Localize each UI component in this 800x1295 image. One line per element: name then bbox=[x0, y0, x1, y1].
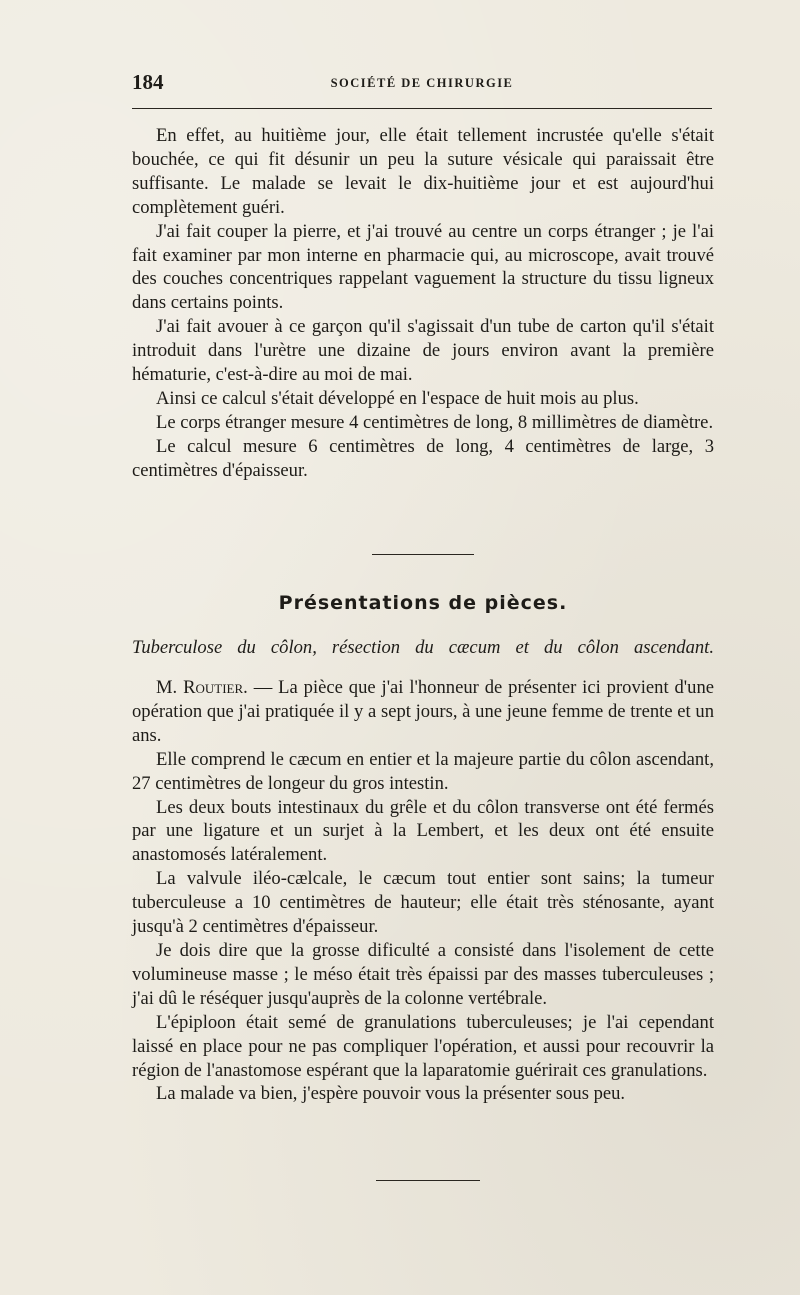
section-title: Présentations de pièces. bbox=[278, 592, 568, 614]
running-head: SOCIÉTÉ DE CHIRURGIE bbox=[330, 76, 514, 90]
top-text-block bbox=[132, 124, 714, 483]
section-subtitle: Tuberculose du côlon, résection du cæcum et du côlon ascendant. bbox=[132, 637, 714, 658]
paragraph: Elle comprend le cæcum en entier et la majeure partie du côlon ascendant, 27 centimètres de longeur du gros intestin. bbox=[132, 748, 714, 794]
page-number: 184 bbox=[132, 70, 164, 94]
paragraph: Ainsi ce calcul s'était développé en l'espace de huit mois au plus. bbox=[156, 387, 639, 409]
end-divider bbox=[376, 1180, 480, 1181]
paragraph: J'ai fait couper la pierre, et j'ai trouvé au centre un corps étranger ; je l'ai fait examiner par mon interne en pharmacie qui, au microscope, avait trouvé des couches concentriques rappelant vaguement la structure du tissu ligneux dans certains points. bbox=[132, 220, 714, 314]
header-rule bbox=[132, 108, 712, 109]
paragraph: Les deux bouts intestinaux du grêle et du côlon transverse ont été fermés par une ligature et un surjet à la Lembert, et les deux ont été ensuite anastomosés latéralement. bbox=[132, 796, 714, 866]
paragraph: Le calcul mesure 6 centimètres de long, 4 centimètres de large, 3 centimètres d'épaisseur. bbox=[132, 435, 714, 481]
paragraph: J'ai fait avouer à ce garçon qu'il s'agissait d'un tube de carton qu'il s'était introduit dans l'urètre une dizaine de jours environ avant la première hématurie, c'est-à-dire au moi de mai. bbox=[132, 316, 714, 386]
paragraph: Je dois dire que la grosse dificulté a consisté dans l'isolement de cette volumineuse masse ; le méso était très épaissi par des masses tuberculeuses ; j'ai dû le réséquer jusqu'auprès de la colonne vertébrale. bbox=[132, 939, 714, 1009]
page-header bbox=[132, 70, 712, 100]
paragraph: La malade va bien, j'espère pouvoir vous la présenter sous peu. bbox=[156, 1083, 626, 1105]
paragraph: Le corps étranger mesure 4 centimètres de long, 8 millimètres de diamètre. bbox=[156, 411, 714, 433]
paragraph bbox=[132, 676, 714, 748]
paragraph: En effet, au huitième jour, elle était tellement incrustée qu'elle s'était bouchée, ce qui fit désunir un peu la suture vésicale qui paraissait être suffisante. Le malade se levait le dix-huitième jour et est aujourd'hui complètement guéri. bbox=[132, 125, 714, 218]
section-text-block bbox=[132, 676, 714, 1106]
author-name: M. Routier. bbox=[156, 677, 248, 698]
section-divider bbox=[372, 554, 474, 555]
paragraph: L'épiploon était semé de granulations tuberculeuses; je l'ai cependant laissé en place pour ne pas compliquer l'opération, et aussi pour recouvrir la région de l'anastomose espérant que la laparatomie guérirait ces granulations. bbox=[132, 1011, 714, 1081]
paragraph: La valvule iléo-cælcale, le cæcum tout entier sont sains; la tumeur tuberculeuse a 10 centimètres de hauteur; elle était très sténosante, ayant jusqu'à 2 centimètres d'épaisseur. bbox=[132, 868, 714, 938]
paragraph-text: — La pièce que j'ai l'honneur de présenter ici provient d'une opération que j'ai pratiquée il y a sept jours, à une jeune femme de trente et un ans. bbox=[132, 677, 715, 746]
